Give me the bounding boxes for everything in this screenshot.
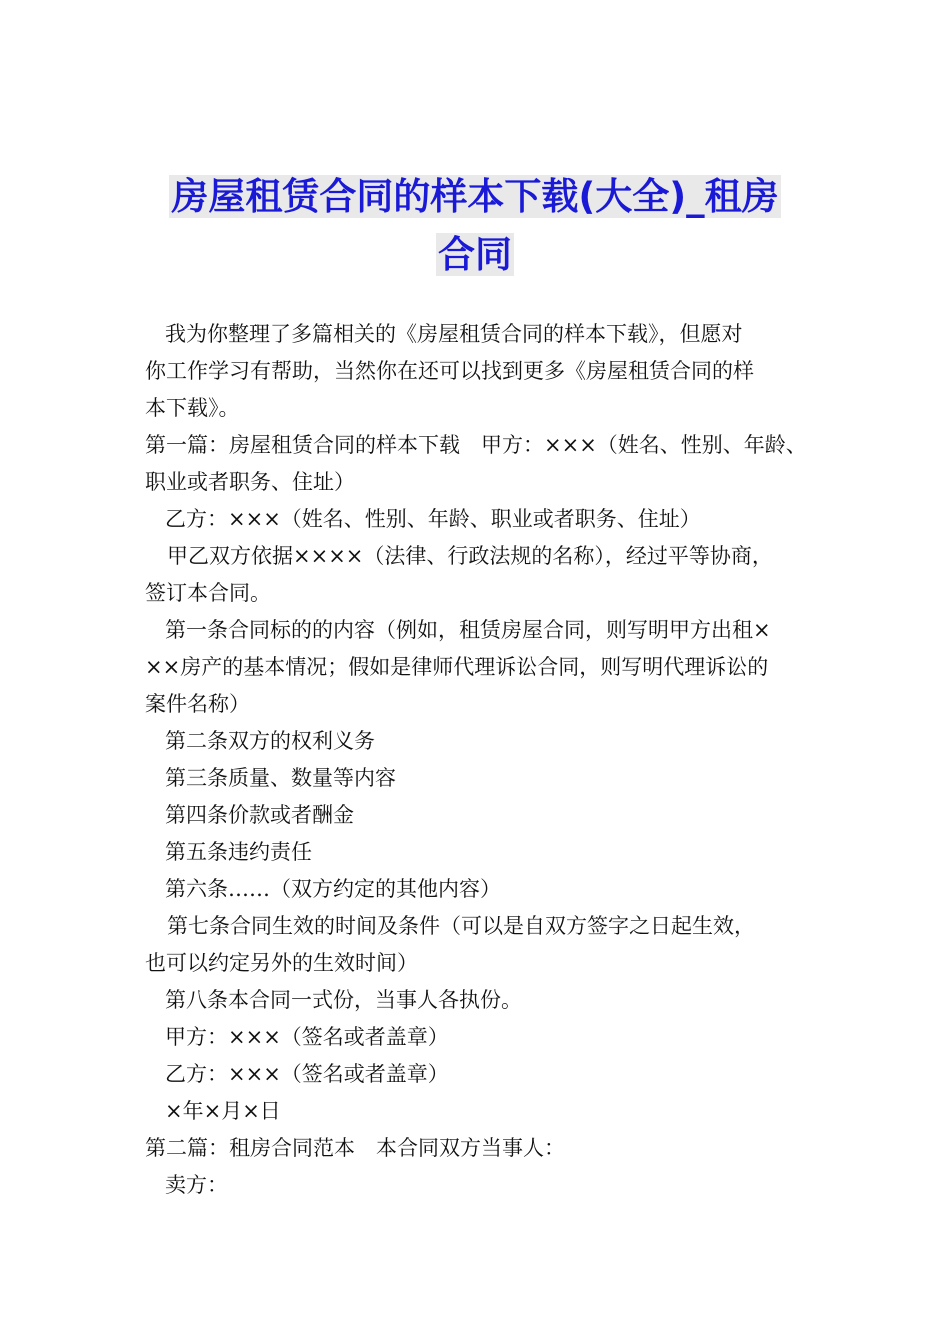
paragraph-line: 第八条本合同一式份，当事人各执份。: [165, 988, 522, 1012]
paragraph-line: 本下载》。: [145, 396, 240, 420]
paragraph-line: 乙方：×××（签名或者盖章）: [165, 1062, 449, 1086]
paragraph-line: 第五条违约责任: [165, 840, 312, 864]
paragraph-line: 你工作学习有帮助，当然你在还可以找到更多《房屋租赁合同的样: [145, 359, 754, 383]
paragraph-line: 第七条合同生效的时间及条件（可以是自双方签字之日起生效，: [167, 914, 755, 938]
title-line-1: 房屋租赁合同的样本下载(大全)_租房: [171, 175, 779, 218]
paragraph-line: 第一篇：房屋租赁合同的样本下载 甲方：×××（姓名、性别、年龄、: [145, 433, 807, 457]
paragraph-line: 第二条双方的权利义务: [165, 729, 375, 753]
title-line-2: 合同: [438, 233, 512, 276]
paragraph-line: 签订本合同。: [145, 581, 271, 605]
document-body: [145, 316, 825, 1204]
paragraph-line: 我为你整理了多篇相关的《房屋租赁合同的样本下载》，但愿对: [165, 322, 743, 346]
paragraph-line: 第六条……（双方约定的其他内容）: [165, 877, 501, 901]
paragraph-line: 第四条价款或者酬金: [165, 803, 354, 827]
paragraph-line: 甲方：×××（签名或者盖章）: [165, 1025, 449, 1049]
paragraph-line: ×年×月×日: [165, 1099, 281, 1123]
paragraph-line: 第一条合同标的的内容（例如，租赁房屋合同，则写明甲方出租×: [165, 618, 771, 642]
paragraph-line: ××房产的基本情况；假如是律师代理诉讼合同，则写明代理诉讼的: [145, 655, 769, 679]
paragraph-line: 第三条质量、数量等内容: [165, 766, 396, 790]
paragraph-line: 第二篇：租房合同范本 本合同双方当事人：: [145, 1136, 565, 1160]
paragraph-line: 甲乙双方依据××××（法律、行政法规的名称），经过平等协商，: [167, 544, 773, 568]
paragraph-line: 也可以约定另外的生效时间）: [145, 951, 418, 975]
paragraph-line: 职业或者职务、住址）: [145, 470, 355, 494]
paragraph-line: 卖方：: [165, 1173, 228, 1197]
paragraph-line: 案件名称）: [145, 692, 250, 716]
document-title: [140, 168, 810, 284]
paragraph-line: 乙方：×××（姓名、性别、年龄、职业或者职务、住址）: [165, 507, 701, 531]
